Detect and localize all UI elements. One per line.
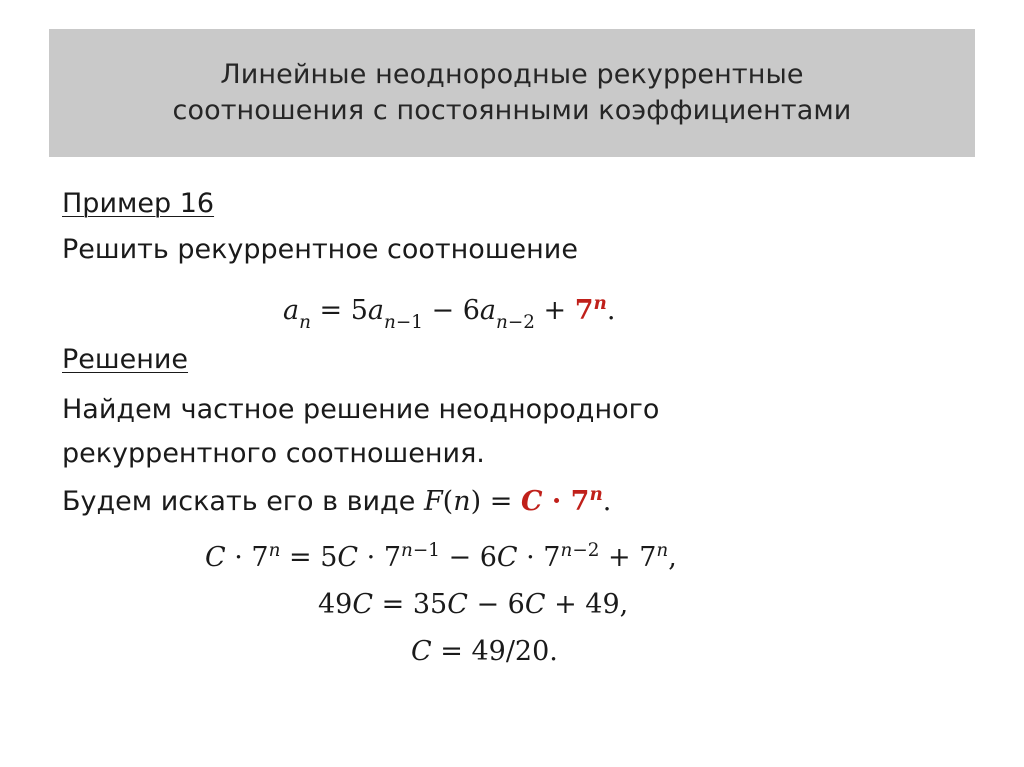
slide-title-line-2: соотношения с постоянными коэффициентами bbox=[172, 95, 852, 126]
paragraph-1-line-2: рекуррентного соотношения. bbox=[62, 438, 485, 469]
slide-title-line-1: Линейные неоднородные рекуррентные bbox=[220, 59, 804, 90]
task-text: Решить рекуррентное соотношение bbox=[62, 234, 578, 265]
solution-label: Решение bbox=[62, 344, 189, 375]
example-heading bbox=[62, 184, 962, 224]
paragraph-2 bbox=[62, 482, 962, 522]
slide-body bbox=[62, 180, 962, 270]
substitution-equation: $C \cdot 7^n = 5C \cdot 7^{n-1} - 6C \cdot 7^{n-2} + 7^n$, bbox=[205, 540, 677, 573]
particular-solution-form: $F(n) = C \cdot 7^n$. bbox=[423, 484, 612, 517]
paragraph-2-prefix: Будем искать его в виде bbox=[62, 486, 416, 517]
paragraph-1-line-1: Найдем частное решение неоднородного bbox=[62, 394, 660, 425]
result-equation: C = 49/20. bbox=[411, 636, 558, 667]
title-bar bbox=[49, 29, 975, 157]
example-label: Пример 16 bbox=[62, 188, 215, 219]
simplified-equation: 49C = 35C − 6C + 49, bbox=[318, 589, 629, 620]
recurrence-equation: $a_n = 5a_{n-1} - 6a_{n-2} + 7^n$. bbox=[283, 293, 616, 334]
solution-heading bbox=[62, 340, 962, 380]
solution-block bbox=[62, 340, 962, 522]
